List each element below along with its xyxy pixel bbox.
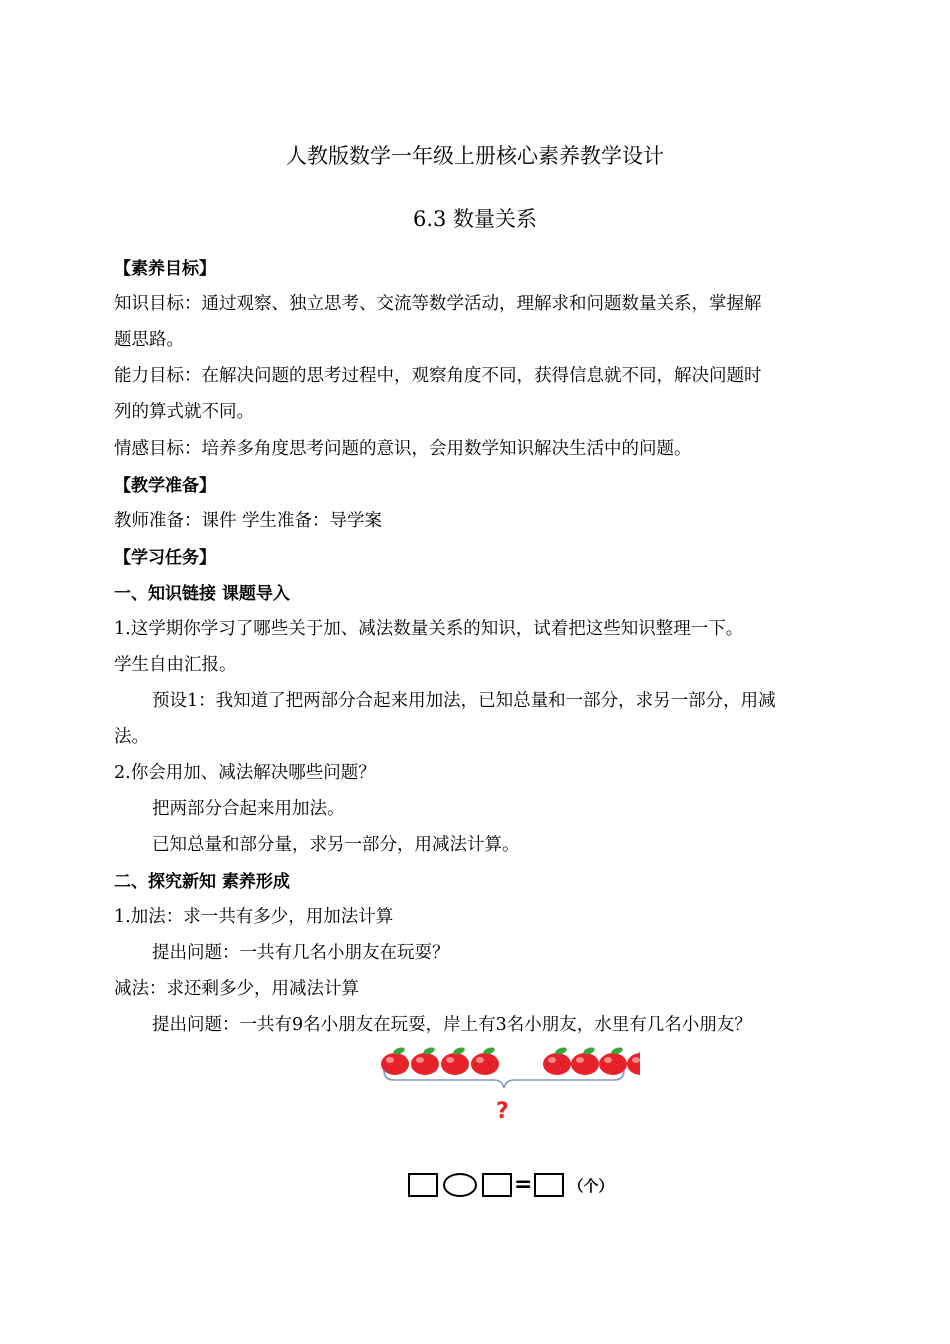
apple-icon [471,1046,499,1075]
paragraph-line: 减法：求还剩多少，用减法计算 [114,979,359,999]
subsection-heading: 一、知识链接 课题导入 [114,584,290,604]
paragraph-line: 知识目标：通过观察、独立思考、交流等数学活动，理解求和问题数量关系，掌握解 [114,294,762,314]
apple-icon [411,1046,439,1075]
paragraph-line: 列的算式就不同。 [114,402,254,422]
paragraph-line: 能力目标：在解决问题的思考过程中，观察角度不同，获得信息就不同，解决问题时 [114,366,762,386]
paragraph-line: 学生自由汇报。 [114,655,237,675]
paragraph-line: 2.你会用加、减法解决哪些问题？ [114,763,376,783]
apple-icon [441,1046,469,1075]
paragraph-line: 已知总量和部分量，求另一部分，用减法计算。 [152,835,520,855]
apple-icon [543,1046,571,1075]
paragraph-line: 1.这学期你学习了哪些关于加、减法数量关系的知识，试着把这些知识整理一下。 [114,619,744,639]
question-mark: ? [496,1099,509,1124]
apple-row [381,1046,640,1075]
subsection-heading: 二、探究新知 素养形成 [114,872,290,892]
paragraph-line: 预设1：我知道了把两部分合起来用加法，已知总量和一部分，求另一部分，用减 [152,691,776,711]
equation-template [408,1170,613,1200]
blank-box [534,1173,564,1197]
apple-icon [599,1046,627,1075]
paragraph-line: 1.加法：求一共有多少，用加法计算 [114,907,394,927]
apples-figure [370,1040,640,1130]
apple-icon [571,1046,599,1075]
paragraph-line: 提出问题：一共有几名小朋友在玩耍？ [152,943,450,963]
paragraph-line: 提出问题：一共有9名小朋友在玩耍，岸上有3名小朋友，水里有几名小朋友？ [152,1015,752,1035]
apple-icon [627,1046,640,1075]
blank-box [482,1173,512,1197]
paragraph-line: 题思路。 [114,330,184,350]
section-heading-preparation: 【教学准备】 [114,476,216,496]
apple-icon [381,1046,409,1075]
blank-box [408,1173,438,1197]
section-heading-goals: 【素养目标】 [114,259,216,279]
unit-label: （个） [568,1176,614,1195]
equals-sign: = [514,1172,533,1197]
paragraph-line: 教师准备：课件 学生准备：导学案 [114,511,383,531]
section-heading-tasks: 【学习任务】 [114,548,216,568]
paragraph-line: 情感目标：培养多角度思考问题的意识，会用数学知识解决生活中的问题。 [114,439,692,459]
document-title: 人教版数学一年级上册核心素养教学设计 [286,144,664,168]
lesson-subtitle: 6.3 数量关系 [412,207,538,231]
paragraph-line: 法。 [114,727,149,747]
operator-circle [443,1173,477,1197]
paragraph-line: 把两部分合起来用加法。 [152,799,345,819]
